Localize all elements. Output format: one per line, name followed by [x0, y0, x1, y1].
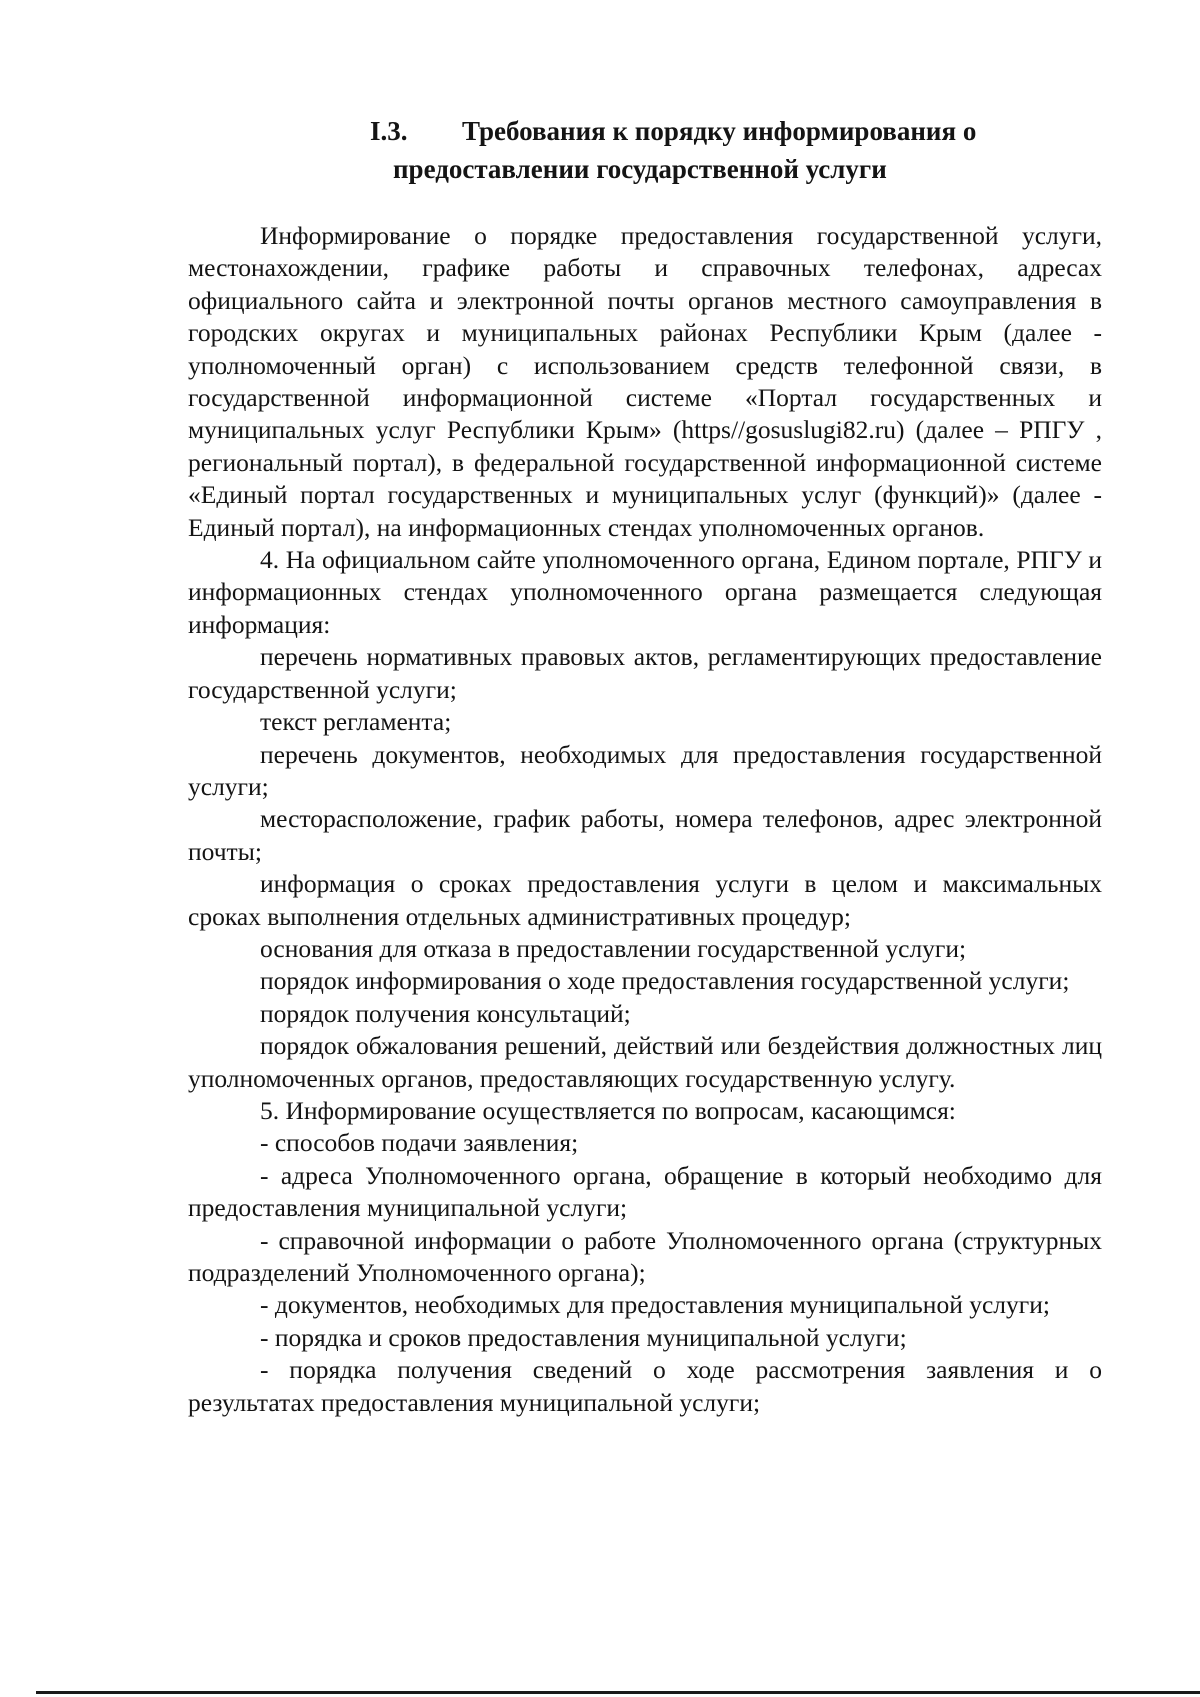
- paragraph: - порядка и сроков предоставления муниципальной услуги;: [260, 1322, 907, 1352]
- paragraph: текст регламента;: [260, 707, 452, 737]
- paragraph: - порядка получения сведений о ходе рассмотрения заявления и о результатах предоставления муниципальной услуги;: [188, 1355, 1102, 1417]
- paragraph: перечень документов, необходимых для предоставления государственной услуги;: [188, 739, 1102, 801]
- paragraph: перечень нормативных правовых актов, регламентирующих предоставление государственной услуги;: [188, 642, 1102, 704]
- paragraph: - справочной информации о работе Уполномоченного органа (структурных подразделений Уполномоченного органа);: [188, 1225, 1102, 1287]
- paragraph: порядок информирования о ходе предоставления государственной услуги;: [260, 966, 1070, 996]
- paragraph: 5. Информирование осуществляется по вопросам, касающимся:: [260, 1095, 956, 1125]
- document-body: [188, 220, 1102, 1419]
- paragraph: порядок получения консультаций;: [260, 998, 631, 1028]
- paragraph: - документов, необходимых для предоставления муниципальной услуги;: [260, 1290, 1050, 1320]
- bottom-scan-edge: [36, 1691, 1200, 1694]
- paragraph: Информирование о порядке предоставления государственной услуги, местонахождении, графике работы и справочных телефонах, адресах официального сайта и электронной почты органов местного самоуправления в городских округах и муниципальных районах Республики Крым (далее - уполномоченный орган) с использованием средств телефонной связи, в государственной информационной системе «Портал государственных и муниципальных услуг Республики Крым» (https//gosuslugi82.ru) (далее – РПГУ , региональный портал), в федеральной государственной информационной системе «Единый портал государственных и муниципальных услуг (функций)» (далее - Единый портал), на информационных стендах уполномоченных органов.: [188, 221, 1102, 542]
- section-number: I.3.: [370, 116, 408, 146]
- heading-line-1: [0, 112, 1200, 150]
- paragraph: основания для отказа в предоставлении государственной услуги;: [260, 933, 967, 963]
- paragraph: 4. На официальном сайте уполномоченного органа, Едином портале, РПГУ и информационных стендах уполномоченного органа размещается следующая информация:: [188, 545, 1102, 639]
- paragraph: - адреса Уполномоченного органа, обращение в который необходимо для предоставления муниципальной услуги;: [188, 1160, 1102, 1223]
- heading-line-2: предоставлении государственной услуги: [393, 154, 887, 184]
- heading-title-part1: Требования к порядку информирования о: [462, 116, 977, 146]
- paragraph: информация о сроках предоставления услуги в целом и максимальных сроках выполнения отдельных административных процедур;: [188, 869, 1102, 931]
- paragraph: порядок обжалования решений, действий или бездействия должностных лиц уполномоченных органов, предоставляющих государственную услугу.: [188, 1031, 1102, 1093]
- paragraph: месторасположение, график работы, номера телефонов, адрес электронной почты;: [188, 804, 1102, 866]
- section-heading: [0, 112, 1200, 188]
- paragraph: - способов подачи заявления;: [260, 1128, 579, 1158]
